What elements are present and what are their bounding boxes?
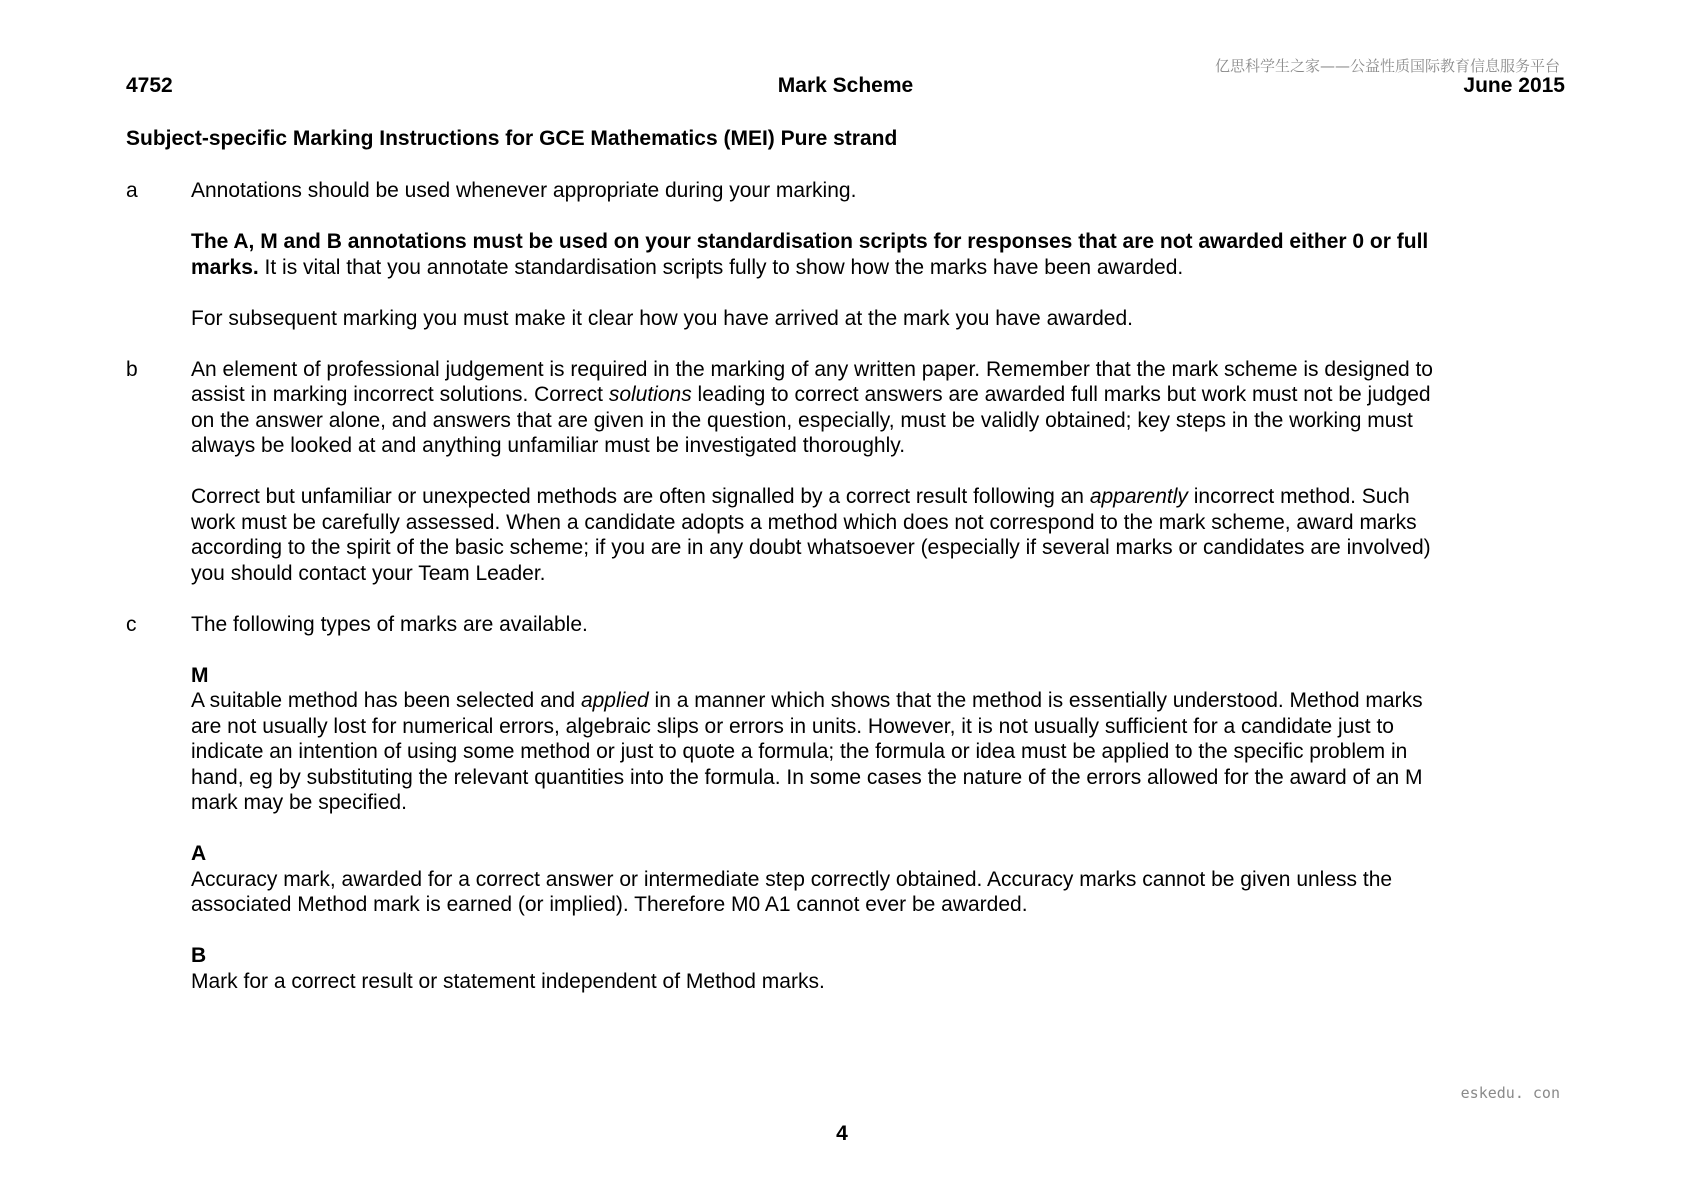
paragraph	[191, 484, 1446, 586]
mark-type-m-title: M	[191, 663, 209, 687]
section-letter: c	[126, 612, 137, 636]
mark-type-b-title: B	[191, 944, 207, 967]
section-body	[191, 178, 1446, 357]
mark-type-m-description	[191, 688, 1446, 816]
paragraph: For subsequent marking you must make it clear how you have arrived at the mark you have awarded.	[191, 306, 1133, 330]
section-letter: a	[126, 179, 138, 202]
paragraph: The following types of marks are available.	[191, 612, 588, 636]
section-letter: b	[126, 357, 138, 381]
watermark-top: 亿思科学生之家——公益性质国际教育信息服务平台	[1214, 57, 1560, 75]
bold-text: The A, M and B annotations must be used on your standardisation scripts for responses that are not awarded either 0 or full marks.	[191, 230, 1429, 279]
page-header	[126, 74, 1565, 102]
page-number: 4	[836, 1122, 848, 1145]
document-title: Subject-specific Marking Instructions for GCE Mathematics (MEI) Pure strand	[126, 127, 898, 150]
instructions-body	[126, 178, 1446, 1020]
text-span: leading to correct answers are awarded full marks but work must not be judged on the answer alone, and answers that are given in the question, especially, must be validly obtained; key steps in the working must always be looked at and anything unfamiliar must be investigated thoroughly.	[191, 383, 1431, 457]
text-span: A suitable method has been selected and	[191, 689, 581, 712]
italic-text: apparently	[1089, 485, 1188, 508]
paragraph: Annotations should be used whenever appropriate during your marking.	[191, 179, 857, 202]
text-span: in a manner which shows that the method is essentially understood. Method marks are not usually lost for numerical errors, algebraic slips or errors in units. However, it is not usually sufficient for a candidate just to indicate an intention of using some method or just to quote a formula; the formula or idea must be applied to the specific problem in hand, eg by substituting the relevant quantities into the formula. In some cases the nature of the errors allowed for the award of an M mark may be specified.	[191, 689, 1423, 814]
section-c	[126, 612, 1446, 1020]
section-body	[191, 357, 1446, 612]
section-a	[126, 178, 1446, 357]
exam-date: June 2015	[1463, 74, 1565, 97]
mark-type-b-description: Mark for a correct result or statement independent of Method marks.	[191, 969, 825, 993]
watermark-bottom: eskedu. con	[1460, 1084, 1560, 1102]
mark-type-a-description: Accuracy mark, awarded for a correct answer or intermediate step correctly obtained. Accuracy marks cannot be given unless the associated Method mark is earned (or implied). Therefore M0 A1 cannot ever be awarded.	[191, 867, 1393, 916]
paper-code: 4752	[126, 74, 173, 97]
section-b	[126, 357, 1446, 612]
text-span: It is vital that you annotate standardisation scripts fully to show how the marks have been awarded.	[258, 255, 1184, 279]
text-span: incorrect method. Such work must be carefully assessed. When a candidate adopts a method which does not correspond to the mark scheme, award marks according to the spirit of the basic scheme; if you are in any doubt whatsoever (especially if several marks or candidates are involved) you should contact your Team Leader.	[191, 485, 1431, 585]
mark-type-a-title: A	[191, 842, 207, 865]
section-body	[191, 612, 1446, 1020]
italic-text: solutions	[608, 383, 692, 406]
paragraph	[191, 357, 1446, 459]
header-title: Mark Scheme	[777, 74, 914, 97]
text-span: An element of professional judgement is required in the marking of any written paper. Remember that the mark scheme is designed to assist in marking incorrect solutions. Correct	[191, 357, 1433, 406]
italic-text: applied	[580, 689, 649, 712]
text-span: Correct but unfamiliar or unexpected methods are often signalled by a correct result following an	[191, 485, 1090, 508]
paragraph	[191, 229, 1446, 280]
